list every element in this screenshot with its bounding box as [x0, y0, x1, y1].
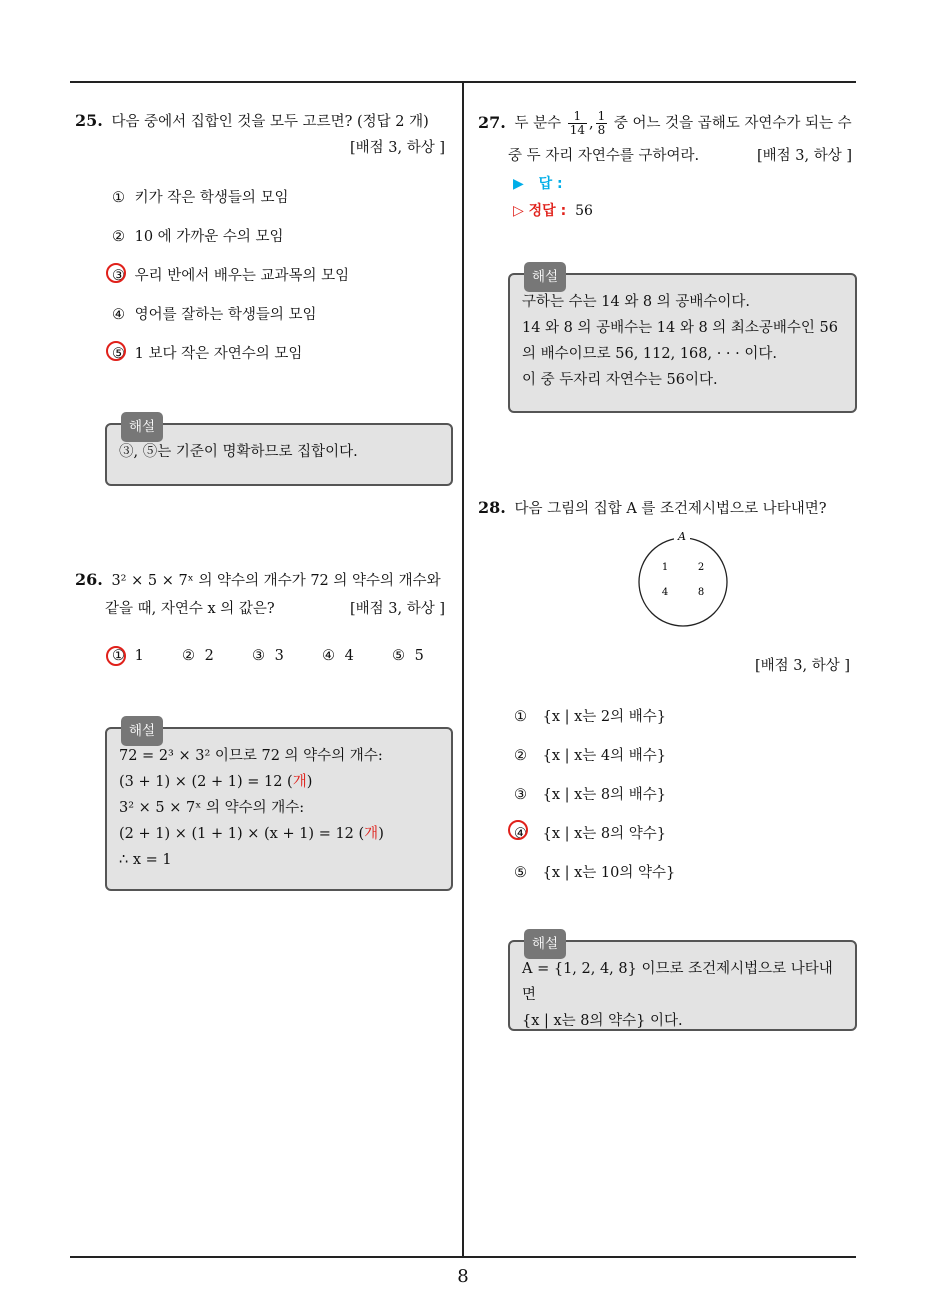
option-text: {x | x는 4의 배수}: [542, 748, 666, 764]
q26-text-line2: 같을 때, 자연수 x 의 값은?: [105, 601, 275, 617]
answer-mark-circle: [106, 341, 126, 361]
option-number: ④: [322, 648, 335, 664]
play-outline-icon: ▷: [513, 203, 524, 219]
q26-option-4[interactable]: [322, 648, 354, 664]
solution-tag: 해설: [524, 929, 566, 959]
q28-option-1[interactable]: [514, 705, 666, 726]
q26-solution-line4: [119, 821, 439, 847]
q27-number: 27.: [478, 112, 506, 132]
q26-text-line1: 의 약수의 개수가 72 의 약수의 개수와: [198, 573, 441, 589]
q25-option-4[interactable]: [112, 303, 317, 324]
unit-label: 개: [292, 774, 307, 790]
fraction-1-14: [568, 110, 587, 137]
close-paren: ): [378, 826, 384, 842]
q25-number: 25.: [75, 111, 103, 130]
unit-label: 개: [364, 826, 379, 842]
q26-solution-line2: [119, 769, 439, 795]
option-number: ①: [112, 648, 125, 664]
set-element: 2: [697, 562, 705, 573]
q27-solution-line3: 의 배수이므로 56, 112, 168, · · · 이다.: [522, 346, 777, 362]
play-icon: ▶: [513, 176, 524, 192]
q26-solution-line1: 72 = 2³ × 3² 이므로 72 의 약수의 개수:: [119, 748, 383, 764]
q28-option-5[interactable]: [514, 861, 675, 882]
q26-option-5[interactable]: [392, 648, 424, 664]
q26-question: [75, 569, 460, 590]
set-circle: [639, 538, 727, 626]
close-paren: ): [306, 774, 313, 790]
q26-solution-line5: ∴ x = 1: [119, 852, 172, 868]
q27-question: 27. 두 분수 $\frac{1}{14}$ , $\frac{1}{8}$ 중 어느 것을 곱해도 자연수가 되는 수: [478, 109, 852, 137]
set-element: 8: [697, 587, 705, 598]
q27-solution-line4: 이 중 두자리 자연수는 56이다.: [522, 372, 718, 388]
option-number: ③: [252, 648, 265, 664]
option-text: 4: [344, 648, 354, 664]
q26-option-3[interactable]: [252, 648, 284, 664]
q28-text: 다음 그림의 집합 A 를 조건제시법으로 나타내면?: [514, 501, 827, 517]
q25-option-2[interactable]: [112, 225, 284, 246]
option-text: {x | x는 8의 배수}: [542, 787, 666, 803]
option-number: ⑤: [112, 346, 125, 362]
correct-label: 정답 :: [528, 203, 567, 219]
column-divider: [462, 82, 464, 1257]
q25-option-3[interactable]: [112, 264, 349, 285]
page-number: 8: [457, 1266, 469, 1287]
q26-number: 26.: [75, 570, 103, 589]
q27-text-line2: 중 두 자리 자연수를 구하여라.: [508, 148, 700, 164]
q27-solution-line2: 14 와 8 의 공배수는 14 와 8 의 최소공배수인 56: [522, 320, 838, 336]
option-number: ④: [112, 307, 125, 323]
q27-text-a: 두 분수: [514, 115, 562, 132]
q28-option-4[interactable]: [514, 822, 666, 843]
q27-solution-line1: 구하는 수는 14 와 8 의 공배수이다.: [522, 294, 751, 310]
q27-score: [배점 3, 하상 ]: [757, 148, 853, 164]
q28-solution-line2: {x | x는 8의 약수} 이다.: [522, 1013, 683, 1029]
option-number: ②: [182, 648, 195, 664]
option-number: ①: [112, 190, 125, 206]
q25-option-1[interactable]: [112, 186, 289, 207]
option-text: 5: [414, 648, 424, 664]
correct-value: 56: [575, 203, 593, 219]
q27-answer-row: [513, 173, 563, 193]
q25-solution-text: ③, ⑤는 기준이 명확하므로 집합이다.: [119, 444, 358, 460]
q28-option-2[interactable]: [514, 744, 666, 765]
q25-option-5[interactable]: [112, 342, 302, 363]
option-text: {x | x는 2의 배수}: [542, 709, 666, 725]
frac-numerator: 1: [597, 109, 606, 123]
q26-solution-line3: 3² × 5 × 7ˣ 의 약수의 개수:: [119, 800, 305, 816]
option-number: ②: [514, 748, 527, 764]
solution-tag: 해설: [524, 262, 566, 292]
q26-solution-calc2: (2 + 1) × (1 + 1) × (x + 1) = 12 (: [119, 826, 365, 842]
solution-tag: 해설: [121, 412, 163, 442]
frac-denominator: 14: [569, 123, 585, 137]
option-text: 3: [274, 648, 284, 664]
answer-mark-circle: [106, 646, 126, 666]
set-label: A: [678, 530, 686, 543]
option-text: {x | x는 10의 약수}: [542, 865, 676, 881]
bottom-rule: [70, 1256, 856, 1258]
answer-mark-circle: [106, 263, 126, 283]
q26-expression: 3² × 5 × 7ˣ: [111, 573, 194, 589]
option-text: 키가 작은 학생들의 모임: [134, 190, 289, 206]
q28-solution-box: [508, 936, 857, 1031]
frac-denominator: 8: [597, 123, 606, 137]
solution-tag: 해설: [121, 716, 163, 746]
q25-solution-box: [105, 419, 453, 486]
set-element: 1: [661, 562, 669, 573]
q26-score: [배점 3, 하상 ]: [350, 601, 446, 617]
q26-solution-calc1: (3 + 1) × (2 + 1) = 12 (: [119, 774, 293, 790]
q28-question: [478, 497, 863, 518]
option-number: ②: [112, 229, 125, 245]
option-text: 10 에 가까운 수의 모임: [134, 229, 284, 245]
option-number: ①: [514, 709, 527, 725]
fraction-1-8: [596, 110, 608, 137]
option-text: 2: [204, 648, 214, 664]
option-text: 1: [134, 648, 144, 664]
q26-solution-box: [105, 723, 453, 891]
q27-text-b: 중 어느 것을 곱해도 자연수가 되는 수: [613, 115, 852, 132]
answer-mark-circle: [508, 820, 528, 840]
q28-option-3[interactable]: [514, 783, 666, 804]
option-number: ③: [112, 268, 125, 284]
option-text: 우리 반에서 배우는 교과목의 모임: [134, 268, 350, 284]
q28-number: 28.: [478, 498, 506, 517]
frac-numerator: 1: [568, 110, 587, 124]
option-text: {x | x는 8의 약수}: [542, 826, 666, 842]
q25-score: [배점 3, 하상 ]: [350, 140, 446, 156]
set-diagram: [630, 528, 736, 632]
option-text: 영어를 잘하는 학생들의 모임: [134, 307, 317, 323]
answer-label: 답 :: [538, 176, 563, 192]
q25-text: 다음 중에서 집합인 것을 모두 고르면? (정답 2 개): [111, 114, 429, 130]
q27-solution-box: [508, 269, 857, 413]
option-number: ④: [514, 826, 527, 842]
option-number: ⑤: [392, 648, 405, 664]
set-element: 4: [661, 587, 669, 598]
option-text: 1 보다 작은 자연수의 모임: [134, 346, 303, 362]
option-number: ⑤: [514, 865, 527, 881]
q26-option-2[interactable]: [182, 648, 214, 664]
q27-correct-row: [513, 200, 593, 220]
q28-score: [배점 3, 하상 ]: [755, 658, 851, 674]
q28-solution-line1: A = {1, 2, 4, 8} 이므로 조건제시법으로 나타내면: [522, 961, 833, 1003]
option-number: ③: [514, 787, 527, 803]
q25-question: [75, 110, 460, 131]
